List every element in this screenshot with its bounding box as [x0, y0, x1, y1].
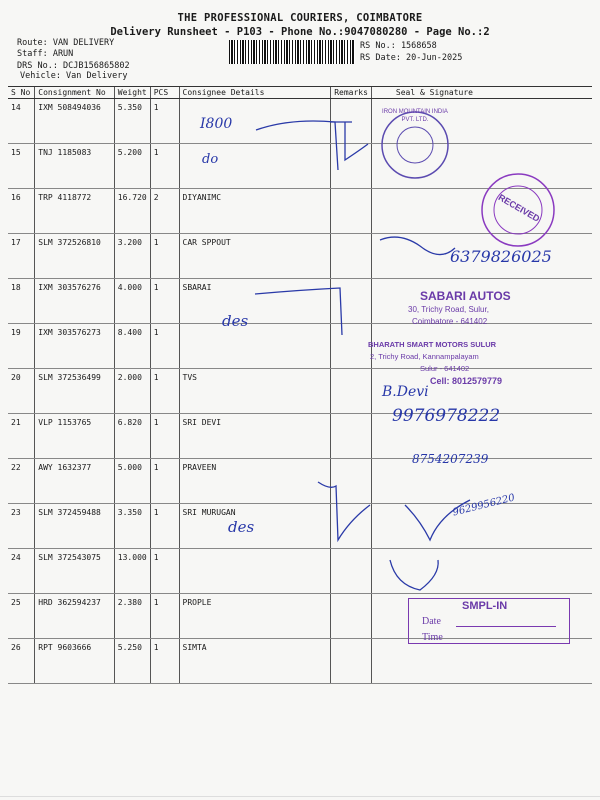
cell-weight: 16.720: [114, 189, 150, 234]
cell-pcs: 1: [150, 369, 179, 414]
cell-consignee: SRI DEVI: [179, 414, 331, 459]
header-weight: Weight: [114, 87, 150, 99]
cell-sno: 17: [8, 234, 35, 279]
smpl-date-label: Date: [422, 616, 441, 627]
cell-pcs: 1: [150, 594, 179, 639]
cell-weight: 13.000: [114, 549, 150, 594]
smpl-time-label: Time: [422, 632, 443, 643]
cell-weight: 5.200: [114, 144, 150, 189]
cell-cno: SLM 372543075: [35, 549, 115, 594]
handwriting-row24: des: [228, 518, 255, 536]
header-consignment: Consignment No: [35, 87, 115, 99]
signature-mark-1: [256, 121, 338, 170]
sabari-stamp-addr1: 30, Trichy Road, Sulur,: [408, 305, 489, 314]
cell-cno: RPT 9603666: [35, 639, 115, 684]
handwriting-phone-2: 9976978222: [392, 406, 501, 426]
bharath-stamp-addr2: Sulur - 641402: [420, 364, 470, 373]
cell-cno: HRD 362594237: [35, 594, 115, 639]
cell-weight: 3.200: [114, 234, 150, 279]
cell-cno: TRP 4118772: [35, 189, 115, 234]
cell-pcs: 1: [150, 504, 179, 549]
smpl-date-line: [456, 626, 556, 627]
cell-consignee: DIYANIMC: [179, 189, 331, 234]
cell-cno: TNJ 1185083: [35, 144, 115, 189]
bharath-stamp-cell: Cell: 8012579779: [430, 376, 503, 386]
cell-sno: 23: [8, 504, 35, 549]
handwriting-row15: do: [202, 152, 219, 167]
cell-weight: 6.820: [114, 414, 150, 459]
cell-pcs: 1: [150, 639, 179, 684]
bharath-stamp-name: BHARATH SMART MOTORS SULUR: [368, 340, 497, 349]
cell-consignee: PROPLE: [179, 594, 331, 639]
cell-sno: 21: [8, 414, 35, 459]
cell-pcs: 1: [150, 144, 179, 189]
drs-label: DRS No.: DCJB156865802: [17, 61, 130, 71]
handwriting-bdevi: B.Devi: [382, 384, 429, 400]
cell-pcs: 1: [150, 324, 179, 369]
signature-mark-6: [405, 500, 470, 540]
handwriting-row19: des: [222, 312, 249, 330]
signature-mark-7: [390, 560, 438, 590]
cell-weight: 2.000: [114, 369, 150, 414]
document-title: THE PROFESSIONAL COURIERS, COIMBATORE: [177, 12, 423, 24]
cell-sno: 22: [8, 459, 35, 504]
cell-pcs: 1: [150, 549, 179, 594]
sabari-stamp-addr2: Coimbatore - 641402: [412, 317, 488, 326]
rs-number: RS No.: 1568658: [360, 41, 437, 51]
cell-cno: IXM 303576273: [35, 324, 115, 369]
cell-cno: SLM 372459488: [35, 504, 115, 549]
cell-sno: 16: [8, 189, 35, 234]
iron-mountain-seal-text: IRON MOUNTAIN INDIA PVT. LTD.: [382, 109, 448, 123]
smpl-stamp-title: SMPL-IN: [462, 600, 508, 612]
cell-consignee: CAR SPPOUT: [179, 234, 331, 279]
header-seal: Seal & Signature: [371, 87, 592, 99]
cell-weight: 3.350: [114, 504, 150, 549]
cell-pcs: 1: [150, 234, 179, 279]
cell-cno: AWY 1632377: [35, 459, 115, 504]
cell-cno: SLM 372526810: [35, 234, 115, 279]
cell-cno: SLM 372536499: [35, 369, 115, 414]
sabari-stamp-name: SABARI AUTOS: [420, 289, 511, 303]
cell-consignee: SBARAI: [179, 279, 331, 324]
cell-consignee: PRAVEEN: [179, 459, 331, 504]
handwriting-phone-4: 9629956220: [451, 492, 517, 519]
signature-mark-3: [255, 288, 342, 335]
vehicle-label: Vehicle: Van Delivery: [20, 71, 128, 81]
bharath-stamp-addr1: 2, Trichy Road, Kannampalayam: [370, 352, 479, 361]
cell-pcs: 2: [150, 189, 179, 234]
cell-sno: 15: [8, 144, 35, 189]
cell-sno: 18: [8, 279, 35, 324]
header-sno: S No: [8, 87, 35, 99]
cell-sno: 25: [8, 594, 35, 639]
handwriting-row14: I800: [200, 116, 233, 132]
cell-weight: 8.400: [114, 324, 150, 369]
cell-pcs: 1: [150, 279, 179, 324]
cell-weight: 5.350: [114, 99, 150, 144]
page-bottom-edge: [0, 796, 600, 797]
header-pcs: PCS: [150, 87, 179, 99]
header-consignee: Consignee Details: [179, 87, 331, 99]
cell-sno: 20: [8, 369, 35, 414]
header-remarks: Remarks: [331, 87, 372, 99]
cell-sno: 14: [8, 99, 35, 144]
cell-consignee: SIMTA: [179, 639, 331, 684]
cell-cno: IXM 508494036: [35, 99, 115, 144]
cell-weight: 4.000: [114, 279, 150, 324]
rs-date: RS Date: 20-Jun-2025: [360, 53, 463, 63]
cell-consignee: TVS: [179, 369, 331, 414]
route-label: Route: VAN DELIVERY: [17, 38, 115, 48]
cell-pcs: 1: [150, 459, 179, 504]
cell-cno: IXM 303576276: [35, 279, 115, 324]
handwriting-phone-3: 8754207239: [412, 452, 489, 466]
cell-sno: 24: [8, 549, 35, 594]
received-seal-text: RECEIVED: [496, 192, 542, 224]
cell-pcs: 1: [150, 414, 179, 459]
handwriting-phone-1: 6379826025: [450, 247, 552, 266]
signature-mark-4: [318, 482, 370, 540]
signature-mark-5: [380, 237, 455, 254]
cell-weight: 5.000: [114, 459, 150, 504]
cell-sno: 19: [8, 324, 35, 369]
cell-pcs: 1: [150, 99, 179, 144]
document-subtitle: Delivery Runsheet - P103 - Phone No.:9047080280 - Page No.:2: [110, 26, 490, 38]
cell-sno: 26: [8, 639, 35, 684]
cell-consignee: SRI MURUGAN: [179, 504, 331, 549]
staff-label: Staff: ARUN: [17, 49, 74, 59]
cell-cno: VLP 1153765: [35, 414, 115, 459]
cell-weight: 2.380: [114, 594, 150, 639]
cell-weight: 5.250: [114, 639, 150, 684]
